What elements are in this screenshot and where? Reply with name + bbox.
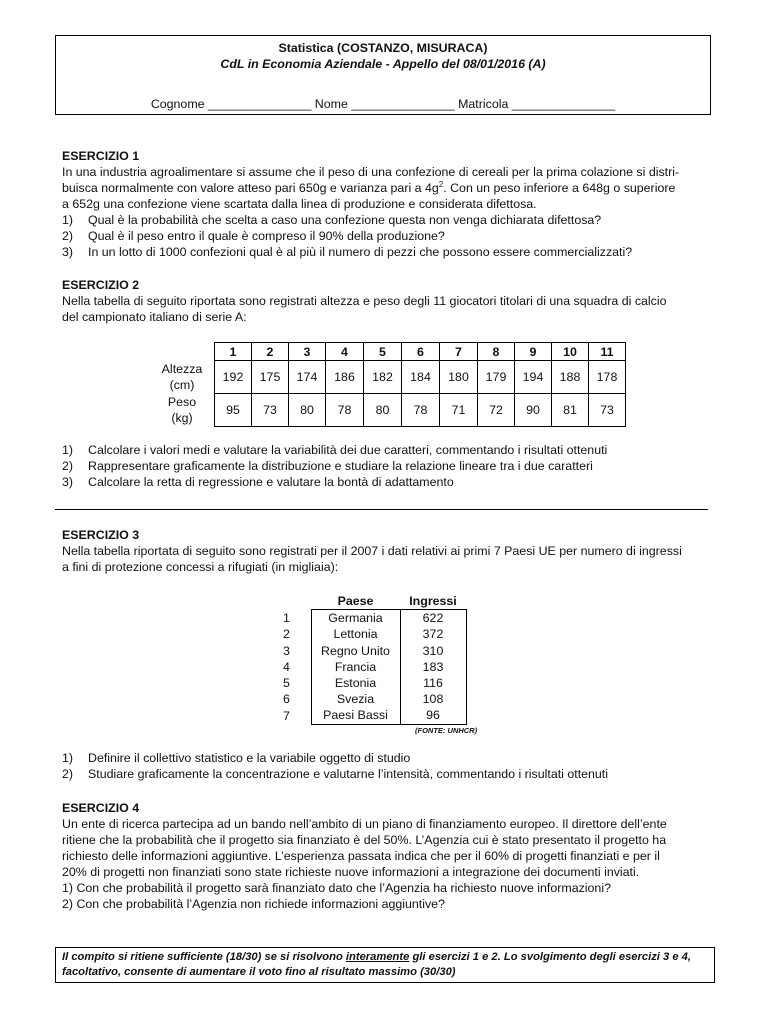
exercise-1-text-line: buisca normalmente con valore atteso pari 650g e varianza pari a $4g^2$. Con un peso inferiore a 648g o superiore <box>62 179 676 195</box>
peso-cell: 71 <box>440 394 478 427</box>
table-row <box>283 643 466 659</box>
player-number-cell: 9 <box>515 343 552 361</box>
player-number-cell: 8 <box>478 343 515 361</box>
player-number-cell: 1 <box>215 343 252 361</box>
player-number-cell: 10 <box>552 343 589 361</box>
peso-cell: 80 <box>364 394 402 427</box>
player-number-cell: 2 <box>252 343 289 361</box>
question-item: 3) Calcolare la retta di regressione e valutare la bontà di adattamento <box>62 475 454 489</box>
table-row <box>283 675 466 691</box>
exercise-3-title: ESERCIZIO 3 <box>62 528 140 542</box>
exercise-4-question: 2) Con che probabilità l’Agenzia non richiede informazioni aggiuntive? <box>62 897 445 911</box>
peso-cell: 78 <box>326 394 364 427</box>
altezza-cell: 192 <box>215 361 252 394</box>
source-note: (FONTE: UNHCR) <box>415 726 478 735</box>
altezza-cell: 186 <box>326 361 364 394</box>
country-cell: Svezia <box>311 691 400 707</box>
question-item: 3) In un lotto di 1000 confezioni qual è al più il numero di pezzi che possono essere commercializzati? <box>62 245 633 259</box>
exercise-1-questions <box>62 212 712 260</box>
underlined-word: interamente <box>345 951 410 963</box>
refugee-header-row <box>283 593 466 610</box>
exercise-2 <box>62 277 712 325</box>
row-number: 7 <box>283 708 290 723</box>
players-table <box>214 342 626 427</box>
player-number-cell: 7 <box>440 343 478 361</box>
country-cell: Estonia <box>311 675 400 691</box>
country-cell: Francia <box>311 659 400 675</box>
question-item: 1) Qual è la probabilità che scelta a caso una confezione questa non venga dichiarata difettosa? <box>62 213 602 227</box>
question-item: 1) Calcolare i valori medi e valutare la variabilità dei due caratteri, commentando i risultati ottenuti <box>62 443 608 457</box>
player-number-cell: 5 <box>364 343 402 361</box>
question-item: 2) Qual è il peso entro il quale è compreso il 90% della produzione? <box>62 229 445 243</box>
ingressi-cell: 116 <box>400 675 466 691</box>
exam-header <box>55 35 711 115</box>
peso-row <box>215 394 626 427</box>
exercise-4-text-line: ritiene che la probabilità che il progetto sia finanziato è del 50%. L’Agenzia cui è stato presentato il progetto ha <box>62 833 667 847</box>
table-row <box>283 610 466 627</box>
ingressi-cell: 183 <box>400 659 466 675</box>
exercise-1-text-line: In una industria agroalimentare si assume che il peso di una confezione di cereali per la prima colazione si distri- <box>62 165 680 179</box>
exercise-3-text-line: Nella tabella riportata di seguito sono registrati per il 2007 i dati relativi ai primi 7 Paesi UE per numero di ingressi <box>62 544 682 558</box>
row-number: 6 <box>283 692 290 707</box>
altezza-cell: 179 <box>478 361 515 394</box>
player-number-cell: 11 <box>589 343 626 361</box>
altezza-cell: 175 <box>252 361 289 394</box>
altezza-cell: 178 <box>589 361 626 394</box>
exam-session: CdL in Economia Aziendale - Appello del 08/01/2016 (A) <box>220 57 546 71</box>
exercise-1 <box>62 148 712 260</box>
country-cell: Regno Unito <box>311 643 400 659</box>
col-paese-header: Paese <box>311 593 400 610</box>
exercise-3-text-line: a fini di protezione concessi a rifugiati (in migliaia): <box>62 560 339 574</box>
course-title: Statistica (COSTANZO, MISURACA) <box>278 41 488 55</box>
ingressi-cell: 310 <box>400 643 466 659</box>
peso-cell: 80 <box>289 394 326 427</box>
country-cell: Germania <box>311 610 400 627</box>
student-fields: Cognome _______________ Nome _______________ Matricola _______________ <box>150 97 616 111</box>
peso-cell: 73 <box>252 394 289 427</box>
peso-cell: 95 <box>215 394 252 427</box>
altezza-row-label: Altezza (cm) <box>161 362 203 392</box>
section-divider <box>55 509 708 510</box>
altezza-cell: 188 <box>552 361 589 394</box>
ingressi-cell: 372 <box>400 626 466 642</box>
row-number: 5 <box>283 676 290 691</box>
ingressi-cell: 108 <box>400 691 466 707</box>
peso-cell: 90 <box>515 394 552 427</box>
exercise-1-title: ESERCIZIO 1 <box>62 149 140 163</box>
players-header-row <box>215 343 626 361</box>
exercise-4-text-line: richiesto delle informazioni aggiuntive. L’esperienza passata indica che per il 60% di progetti finanziati e per il <box>62 849 660 863</box>
row-number: 2 <box>283 627 290 642</box>
peso-cell: 78 <box>402 394 440 427</box>
row-number: 4 <box>283 659 290 674</box>
table-row <box>283 691 466 707</box>
ingressi-cell: 622 <box>400 610 466 627</box>
altezza-cell: 182 <box>364 361 402 394</box>
ingressi-cell: 96 <box>400 707 466 724</box>
exercise-2-questions <box>62 442 712 490</box>
altezza-cell: 180 <box>440 361 478 394</box>
table-row <box>283 626 466 642</box>
peso-cell: 72 <box>478 394 515 427</box>
exercise-4-title: ESERCIZIO 4 <box>62 801 140 815</box>
col-ingressi-header: Ingressi <box>400 593 466 610</box>
peso-cell: 81 <box>552 394 589 427</box>
player-number-cell: 6 <box>402 343 440 361</box>
country-cell: Paesi Bassi <box>311 707 400 724</box>
exercise-4-question: 1) Con che probabilità il progetto sarà finanziato dato che l’Agenzia ha richiesto nuove informazioni? <box>62 881 611 895</box>
exercise-4-text-line: 20% di progetti non finanziati sono state richieste nuove informazioni a integrazione dei documenti inviati. <box>62 865 640 879</box>
refugee-table <box>283 593 467 725</box>
exercise-3-questions <box>62 750 712 782</box>
question-item: 2) Rappresentare graficamente la distribuzione e studiare la relazione lineare tra i due caratteri <box>62 459 593 473</box>
question-item: 1) Definire il collettivo statistico e la variabile oggetto di studio <box>62 751 411 765</box>
player-number-cell: 3 <box>289 343 326 361</box>
peso-row-label: Peso (kg) <box>167 395 197 425</box>
exercise-2-text-line: del campionato italiano di serie A: <box>62 310 247 324</box>
table-row <box>283 707 466 724</box>
exercise-1-text-line: a 652g una confezione viene scartata dalla linea di produzione e considerata difettosa. <box>62 197 537 211</box>
exercise-4 <box>62 800 712 912</box>
country-cell: Lettonia <box>311 626 400 642</box>
row-number: 3 <box>283 643 290 658</box>
exercise-3 <box>62 527 712 575</box>
altezza-cell: 194 <box>515 361 552 394</box>
altezza-row <box>215 361 626 394</box>
exercise-2-text-line: Nella tabella di seguito riportata sono registrati altezza e peso degli 11 giocatori titolari di una squadra di calcio <box>62 294 667 308</box>
grading-note: Il compito si ritiene sufficiente (18/30) se si risolvono interamente gli esercizi 1 e 2. Lo svolgimento degli esercizi 3 e 4, facoltativo, consente di aumentare il voto fino al risultato massimo (30/30) <box>55 947 715 983</box>
question-item: 2) Studiare graficamente la concentrazione e valutarne l’intensità, commentando i risultati ottenuti <box>62 767 609 781</box>
table-row <box>283 659 466 675</box>
peso-cell: 73 <box>589 394 626 427</box>
exercise-2-title: ESERCIZIO 2 <box>62 278 140 292</box>
altezza-cell: 174 <box>289 361 326 394</box>
altezza-cell: 184 <box>402 361 440 394</box>
player-number-cell: 4 <box>326 343 364 361</box>
row-number: 1 <box>283 610 290 625</box>
exercise-4-text-line: Un ente di ricerca partecipa ad un bando nell’ambito di un piano di finanziamento europeo. Il direttore dell’ente <box>62 817 667 831</box>
